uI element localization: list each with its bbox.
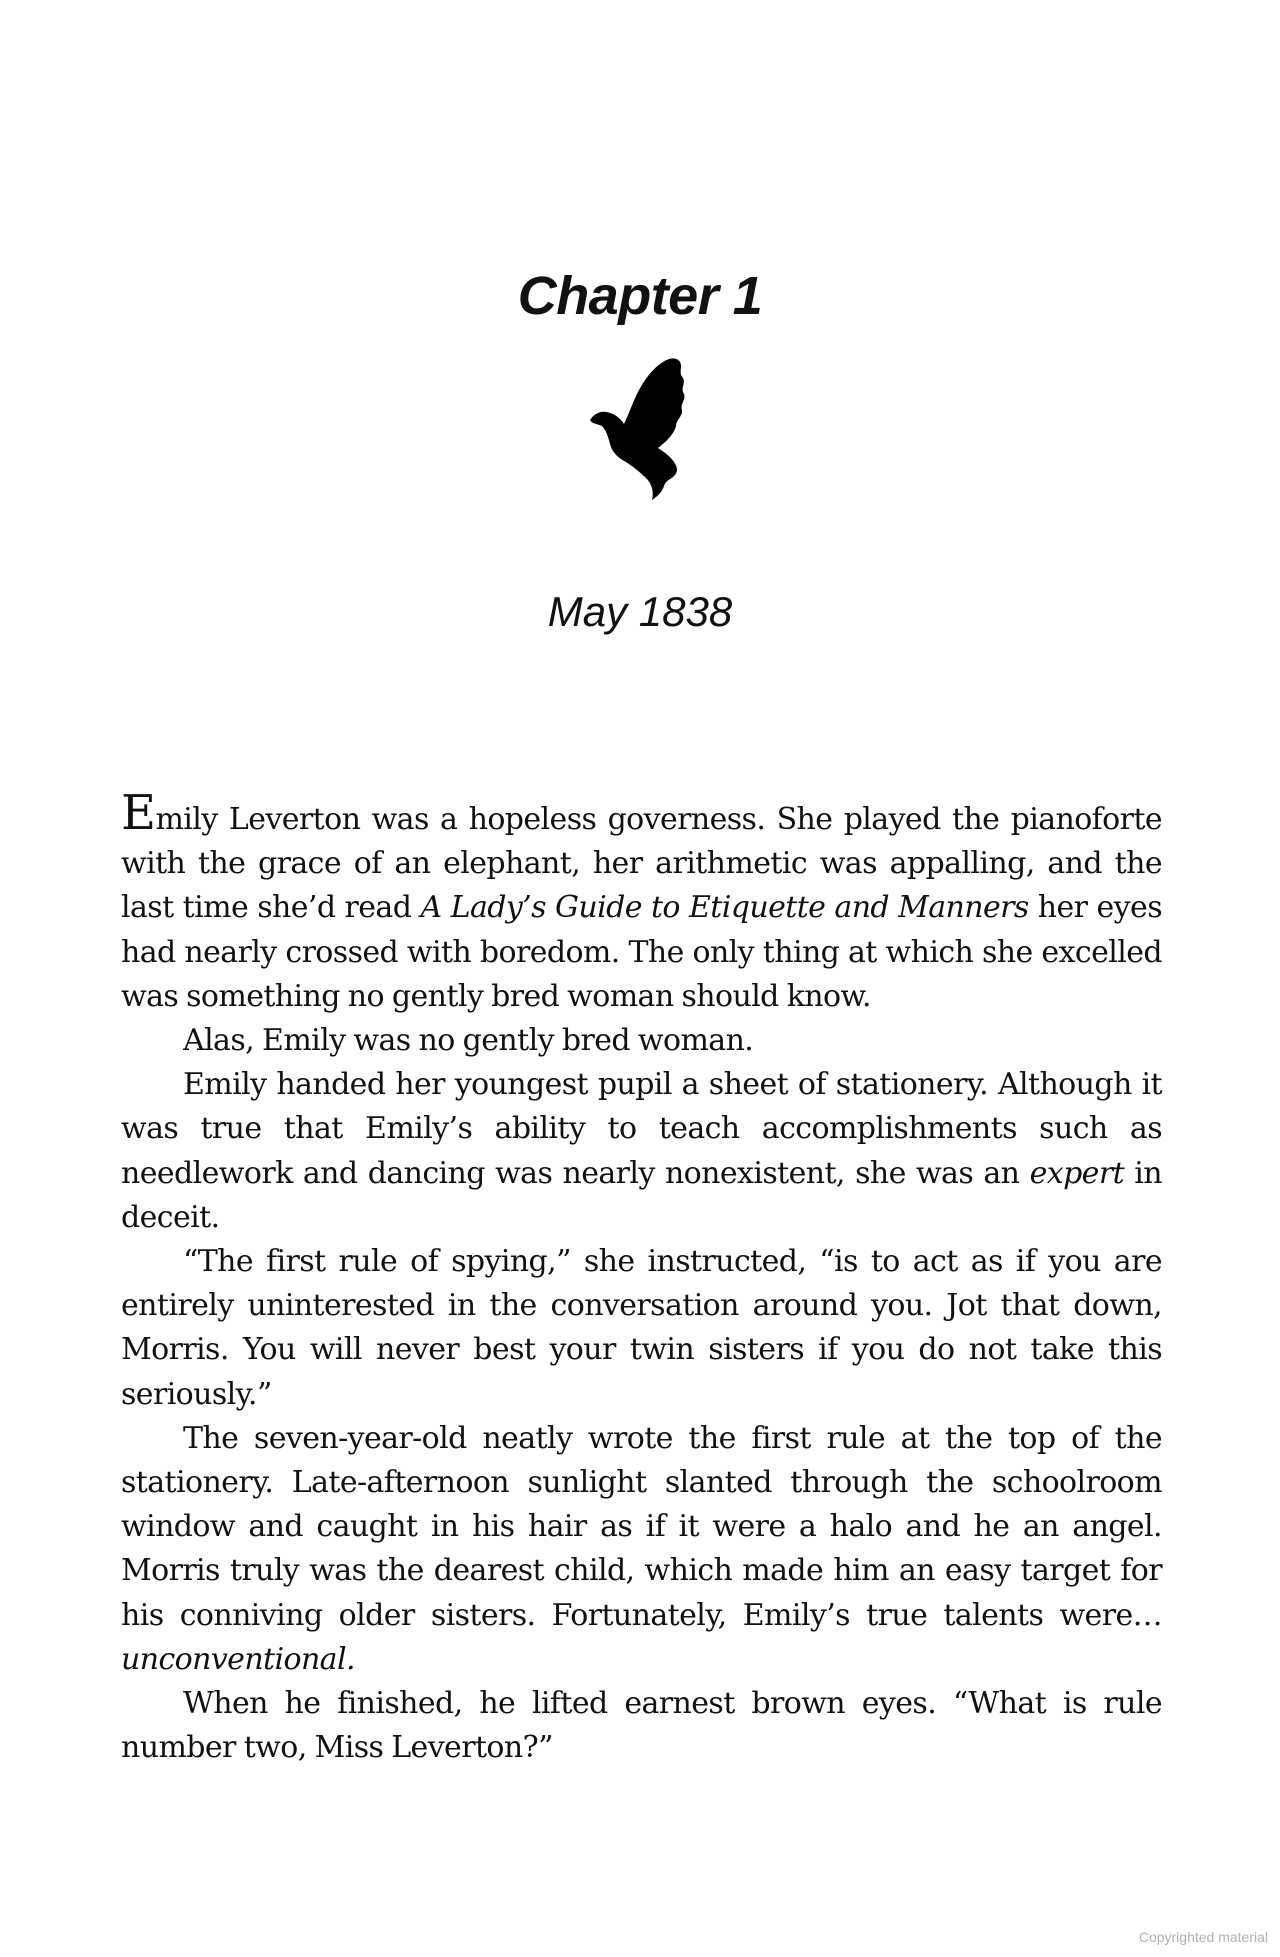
paragraph-2: Alas, Emily was no gently bred woman. [183, 1023, 754, 1059]
paragraph-1-text-end: her eyes had nearly crossed with boredom. The only thing at which she excelled was something no gently bred woman should know. [121, 890, 1162, 1014]
paragraph-1-text: mily Leverton was a hopeless governess. She played the pianoforte with the grace of an elephant, her arithmetic was appalling, and the last time she’d read [121, 802, 1162, 926]
drop-initial: E [121, 785, 156, 841]
dove-icon [586, 358, 694, 502]
paragraph-5-text: The seven-year-old neatly wrote the first rule at the top of the stationery. Late-afternoon sunlight slanted through the schoolroom window and caught in his hair as if it were a halo and he an angel. Morris truly was the dearest child, which made him an easy target for his conniving older sisters. Fortunately, Emily’s true talents were… [121, 1420, 1162, 1633]
paragraph-1 [121, 785, 1162, 1019]
paragraph-6: When he finished, he lifted earnest brown eyes. “What is rule number two, Miss Leverton?” [121, 1686, 1162, 1766]
chapter-date: May 1838 [547, 588, 733, 635]
paragraph-3-text: Emily handed her youngest pupil a sheet of stationery. Although it was true that Emily’s ability to teach accomplishments such as needlework and dancing was nearly nonexistent, she was an [121, 1067, 1162, 1191]
paragraph-3 [121, 1063, 1162, 1240]
paragraph-5-emphasis: unconventional. [121, 1641, 355, 1677]
paragraph-3-text-end: in deceit. [121, 1155, 1162, 1235]
paragraph-3-emphasis: expert [1029, 1155, 1125, 1191]
book-title: A Lady’s Guide to Etiquette and Manners [420, 890, 1029, 926]
copyright-notice: Copyrighted material [1138, 1929, 1268, 1945]
chapter-body [121, 785, 1162, 1770]
paragraph-4: “The first rule of spying,” she instructed, “is to act as if you are entirely uninterested in the conversation around you. Jot that down, Morris. You will never best your twin sisters if you do not take this seriously.” [121, 1244, 1162, 1412]
chapter-title: Chapter 1 [517, 266, 763, 327]
paragraph-5 [121, 1417, 1162, 1682]
